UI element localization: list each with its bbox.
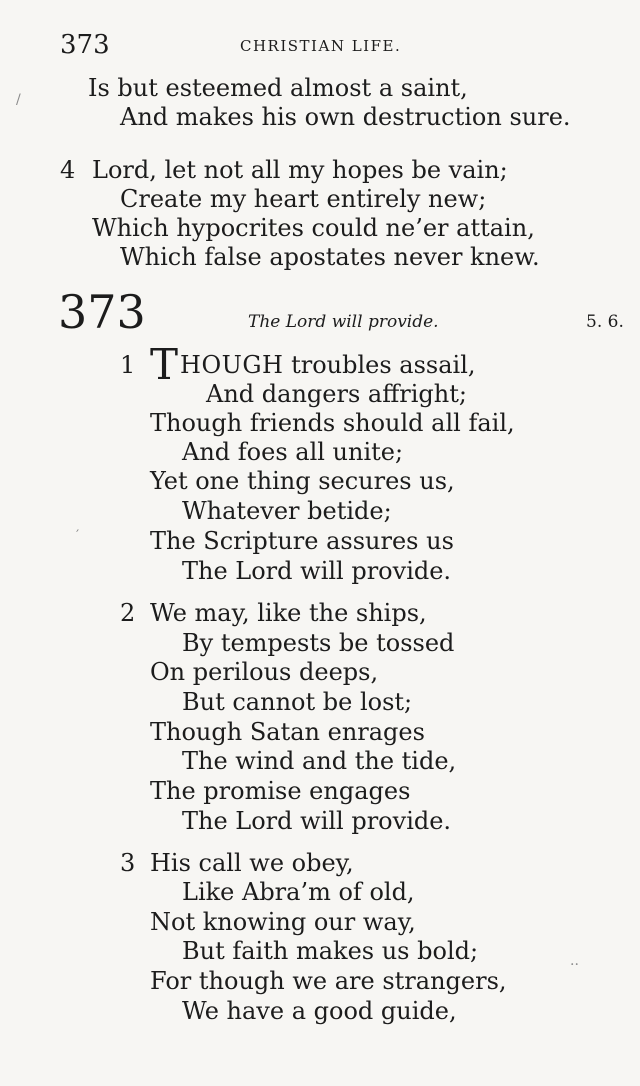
verse-line: And dangers affright;: [206, 380, 467, 408]
verse-line: We may, like the ships,: [150, 599, 427, 627]
ink-mark: /: [16, 92, 21, 108]
verse-line: The promise engages: [150, 777, 411, 805]
verse-line: Is but esteemed almost a saint,: [88, 74, 468, 102]
verse-line: And foes all unite;: [182, 438, 404, 466]
verse-line: Not knowing our way,: [150, 908, 416, 936]
verse-line: His call we obey,: [150, 849, 354, 877]
verse-line: Though friends should all fail,: [150, 409, 515, 437]
stanza-number: 1: [120, 351, 136, 379]
verse-line: But cannot be lost;: [182, 688, 413, 716]
verse-line: Yet one thing secures us,: [150, 467, 455, 495]
ink-mark: ..: [570, 953, 579, 969]
verse-line: On perilous deeps,: [150, 658, 379, 686]
verse-line: Which false apostates never knew.: [120, 243, 540, 271]
verse-line: Create my heart entirely new;: [120, 185, 487, 213]
verse-line: Which hypocrites could ne’er attain,: [92, 214, 535, 242]
stanza-number: 4: [60, 156, 76, 184]
ink-mark: ′: [76, 528, 80, 544]
first-word: HOUGH: [180, 351, 284, 379]
verse-line: The wind and the tide,: [182, 747, 457, 775]
running-head: [0, 30, 640, 64]
hymn-meter: 5. 6.: [586, 312, 624, 332]
verse-line: The Lord will provide.: [182, 557, 452, 585]
drop-cap: T: [150, 340, 179, 389]
verse-line: For though we are strangers,: [150, 967, 507, 995]
verse-line: The Scripture assures us: [150, 527, 454, 555]
verse-line: And makes his own destruction sure.: [120, 103, 571, 131]
verse-line: Though Satan enrages: [150, 718, 425, 746]
verse-line: Like Abra’m of old,: [182, 878, 415, 906]
page-number: 373: [60, 30, 110, 60]
stanza-number: 2: [120, 599, 136, 627]
verse-line: By tempests be tossed: [182, 629, 455, 657]
verse-line: Lord, let not all my hopes be vain;: [92, 156, 508, 184]
verse-line-first: [150, 340, 476, 389]
hymn-title: The Lord will provide.: [248, 312, 439, 332]
hymn-number: 373: [58, 285, 146, 339]
verse-line: The Lord will provide.: [182, 807, 452, 835]
verse-line: Whatever betide;: [182, 497, 392, 525]
stanza-number: 3: [120, 849, 136, 877]
first-line-rest: troubles assail,: [283, 351, 476, 379]
verse-line: But faith makes us bold;: [182, 937, 479, 965]
running-title: CHRISTIAN LIFE.: [240, 37, 402, 55]
verse-line: We have a good guide,: [182, 997, 457, 1025]
